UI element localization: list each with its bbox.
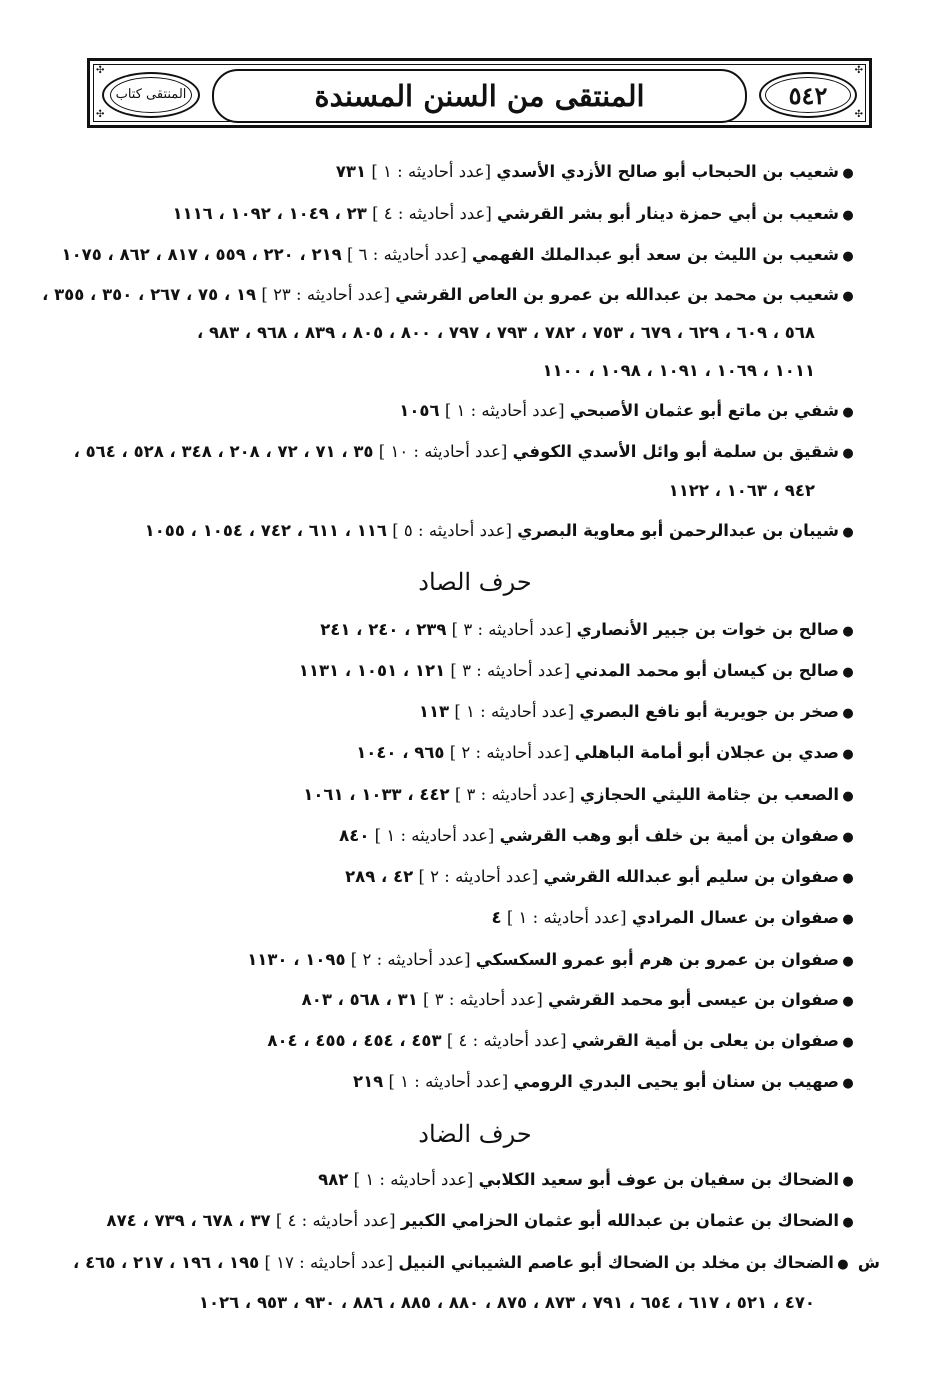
hadith-count: [عدد أحاديثه : ١ ] [353,1170,474,1189]
index-entry [70,1248,880,1278]
hadith-numbers: ١١٣ [418,702,450,721]
narrator-name: شعيب بن الحبحاب أبو صالح الأزدي الأسدي [496,162,839,181]
index-entry-continuation [70,356,815,386]
hadith-numbers: ١١٦ ، ٦١١ ، ٧٤٢ ، ١٠٥٤ ، ١٠٥٥ [144,521,387,540]
hadith-numbers: ٩٨٢ [318,1170,349,1189]
narrator-name: الصعب بن جثامة الليثي الحجازي [579,785,839,804]
bullet-icon: ● [842,1174,854,1189]
narrator-name: صالح بن كيسان أبو محمد المدني [575,661,839,680]
bullet-icon: ● [842,249,854,264]
index-entry-continuation [70,1288,815,1318]
bullet-icon: ● [842,446,854,461]
hadith-numbers: ٣٥ ، ٧١ ، ٧٢ ، ٢٠٨ ، ٣٤٨ ، ٥٢٨ ، ٥٦٤ ، [73,442,374,461]
narrator-name: شقيق بن سلمة أبو وائل الأسدي الكوفي [512,442,839,461]
book-title-cartouche [212,69,747,123]
hadith-numbers: ٩٤٢ ، ١٠٦٣ ، ١١٢٢ [668,481,815,500]
bullet-icon: ● [842,166,854,181]
hadith-count: [عدد أحاديثه : ٥ ] [392,521,512,540]
index-entry [70,516,857,546]
corner-ornament-icon: ✣ [96,65,105,76]
index-entry-continuation [70,318,815,348]
index-entry [70,821,857,851]
index-entry [70,1206,857,1236]
hadith-numbers: ٢٣٩ ، ٢٤٠ ، ٢٤١ [320,620,447,639]
narrator-name: صفوان بن يعلى بن أمية القرشي [571,1031,839,1050]
hadith-count: [عدد أحاديثه : ١٠ ] [378,442,508,461]
bullet-icon: ● [842,624,854,639]
hadith-numbers: ٢١٩ [353,1072,384,1091]
bullet-icon: ● [842,789,854,804]
index-entry [61,240,857,270]
hadith-numbers: ٤٢ ، ٢٨٩ [345,867,414,886]
bullet-icon: ● [842,665,854,680]
narrator-name: صدي بن عجلان أبو أمامة الباهلي [574,743,839,762]
narrator-name: صالح بن خوات بن جبير الأنصاري [576,620,839,639]
hadith-numbers: ٨٤٠ [339,826,370,845]
index-entry [70,1067,857,1097]
hadith-numbers: ٤٤٢ ، ١٠٣٣ ، ١٠٦١ [303,785,450,804]
bullet-icon: ● [842,1076,854,1091]
bullet-icon: ● [842,954,854,969]
index-entry [70,945,857,975]
narrator-name: صفوان بن عيسى أبو محمد القرشي [548,990,839,1009]
section-heading: حرف الضاد [418,1120,532,1148]
hadith-numbers: ٣٧ ، ٦٧٨ ، ٧٣٩ ، ٨٧٤ [106,1211,271,1230]
index-entry [70,199,857,229]
index-entry [70,738,857,768]
section-heading: حرف الصاد [418,568,532,596]
bullet-icon: ● [842,830,854,845]
index-entry [70,697,857,727]
page-number: ٥٤٢ [765,77,851,113]
hadith-count: [عدد أحاديثه : ٣ ] [454,785,575,804]
hadith-count: [عدد أحاديثه : ١ ] [371,162,492,181]
hadith-count: [عدد أحاديثه : ١٧ ] [264,1253,394,1272]
index-entry [70,157,857,187]
narrator-name: صهيب بن سنان أبو يحيى البدري الرومي [513,1072,839,1091]
narrator-name: صفوان بن أمية بن خلف أبو وهب القرشي [499,826,839,845]
narrator-name: شعيب بن محمد بن عبدالله بن عمرو بن العاص القرشي [395,285,839,304]
hadith-count: [عدد أحاديثه : ٤ ] [372,204,492,223]
logo-calligraphy: المنتقى كتاب [110,77,192,113]
hadith-numbers: ٧٣١ [335,162,367,181]
hadith-numbers: ١٠٩٥ ، ١١٣٠ [247,950,346,969]
hadith-numbers: ١٠١١ ، ١٠٦٩ ، ١٠٩١ ، ١٠٩٨ ، ١١٠٠ [542,361,815,380]
narrator-name: شعيب بن أبي حمزة دينار أبو بشر القرشي [497,204,839,223]
hadith-count: [عدد أحاديثه : ٤ ] [446,1031,567,1050]
bullet-icon: ● [842,1215,854,1230]
hadith-count: [عدد أحاديثه : ١ ] [444,401,565,420]
hadith-numbers: ١٩٥ ، ١٩٦ ، ٢١٧ ، ٤٦٥ ، [73,1253,260,1272]
hadith-count: [عدد أحاديثه : ٣ ] [423,990,543,1009]
index-entry [70,862,857,892]
bullet-icon: ● [842,871,854,886]
hadith-numbers: ٢٣ ، ١٠٤٩ ، ١٠٩٢ ، ١١١٦ [172,204,367,223]
hadith-numbers: ٢١٩ ، ٢٢٠ ، ٥٥٩ ، ٨١٧ ، ٨٦٢ ، ١٠٧٥ [61,245,342,264]
bullet-icon: ● [837,1257,849,1272]
hadith-count: [عدد أحاديثه : ٤ ] [275,1211,396,1230]
bullet-icon: ● [842,912,854,927]
book-title: المنتقى من السنن المسندة [314,79,645,113]
entry-marker: ش [857,1253,880,1272]
hadith-numbers: ١٩ ، ٧٥ ، ٢٦٧ ، ٣٥٠ ، ٣٥٥ ، [42,285,257,304]
bullet-icon: ● [842,208,854,223]
index-entry [70,985,857,1015]
narrator-name: الضحاك بن مخلد بن الضحاك أبو عاصم الشيباني النبيل [398,1253,834,1272]
corner-ornament-icon: ✣ [96,109,105,120]
narrator-name: صفوان بن عمرو بن هرم أبو عمرو السكسكي [475,950,839,969]
corner-ornament-icon: ✣ [854,109,863,120]
hadith-numbers: ٩٦٥ ، ١٠٤٠ [356,743,445,762]
hadith-count: [عدد أحاديثه : ٣ ] [451,620,572,639]
index-entry [70,437,857,467]
page-header [87,58,872,128]
index-entry [70,396,857,426]
bullet-icon: ● [842,1035,854,1050]
index-entry [70,615,857,645]
narrator-name: الضحاك بن عثمان بن عبدالله أبو عثمان الحزامي الكبير [400,1211,839,1230]
header-inner-frame [93,64,866,122]
narrator-name: الضحاك بن سفيان بن عوف أبو سعيد الكلابي [478,1170,839,1189]
hadith-count: [عدد أحاديثه : ١ ] [506,908,627,927]
index-entry-continuation [70,476,815,506]
hadith-count: [عدد أحاديثه : ٦ ] [346,245,467,264]
hadith-count: [عدد أحاديثه : ٣ ] [450,661,571,680]
logo-cartouche [102,72,200,118]
index-entry [70,656,857,686]
hadith-numbers: ٣١ ، ٥٦٨ ، ٨٠٣ [301,990,418,1009]
hadith-count: [عدد أحاديثه : ١ ] [374,826,495,845]
hadith-numbers: ٤ [491,908,502,927]
hadith-count: [عدد أحاديثه : ٢ ] [449,743,570,762]
bullet-icon: ● [842,405,854,420]
index-entry [70,1165,857,1195]
hadith-numbers: ٤٧٠ ، ٥٢١ ، ٦١٧ ، ٦٥٤ ، ٧٩١ ، ٨٧٣ ، ٨٧٥ ، ٨٨٠ ، ٨٨٥ ، ٨٨٦ ، ٩٣٠ ، ٩٥٣ ، ١٠٢٦ [198,1293,815,1312]
bullet-icon: ● [842,706,854,721]
narrator-name: شفي بن ماتع أبو عثمان الأصبحي [569,401,839,420]
index-entry [70,1026,857,1056]
narrator-name: شيبان بن عبدالرحمن أبو معاوية البصري [517,521,839,540]
hadith-numbers: ٤٥٣ ، ٤٥٤ ، ٤٥٥ ، ٨٠٤ [267,1031,442,1050]
index-entry [70,903,857,933]
index-entry [42,280,857,310]
bullet-icon: ● [842,994,854,1009]
hadith-count: [عدد أحاديثه : ٢٣ ] [261,285,390,304]
page-number-cartouche [759,72,857,118]
bullet-icon: ● [842,289,854,304]
narrator-name: شعيب بن الليث بن سعد أبو عبدالملك الفهمي [471,245,839,264]
hadith-numbers: ١٠٥٦ [399,401,440,420]
narrator-name: صفوان بن سليم أبو عبدالله القرشي [543,867,839,886]
hadith-count: [عدد أحاديثه : ١ ] [454,702,575,721]
narrator-name: صفوان بن عسال المرادي [631,908,839,927]
index-entry [70,780,857,810]
hadith-count: [عدد أحاديثه : ١ ] [388,1072,509,1091]
bullet-icon: ● [842,747,854,762]
hadith-count: [عدد أحاديثه : ٢ ] [350,950,471,969]
hadith-numbers: ١٢١ ، ١٠٥١ ، ١١٣١ [298,661,446,680]
bullet-icon: ● [842,525,854,540]
narrator-name: صخر بن جويرية أبو نافع البصري [579,702,839,721]
corner-ornament-icon: ✣ [854,65,863,76]
hadith-numbers: ٥٦٨ ، ٦٠٩ ، ٦٢٩ ، ٦٧٩ ، ٧٥٣ ، ٧٨٢ ، ٧٩٣ ، ٧٩٧ ، ٨٠٠ ، ٨٠٥ ، ٨٣٩ ، ٩٦٨ ، ٩٨٣ ، [196,323,815,342]
hadith-count: [عدد أحاديثه : ٢ ] [418,867,539,886]
